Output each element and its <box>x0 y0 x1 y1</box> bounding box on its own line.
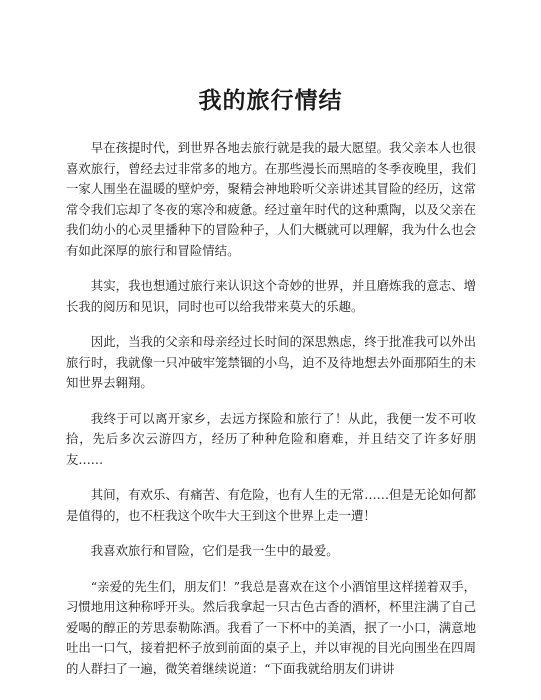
paragraph: 其实，我也想通过旅行来认识这个奇妙的世界，并且磨炼我的意志、增长我的阅历和见识，同时也可以给我带来莫大的乐趣。 <box>66 278 476 314</box>
document-title: 我的旅行情结 <box>198 87 343 114</box>
paragraph: 因此，当我的父亲和母亲经过长时间的深思熟虑，终于批准我可以外出旅行时，我就像一只冲破牢笼禁锢的小鸟，迫不及待地想去外面那陌生的未知世界去翱翔。 <box>66 334 476 390</box>
paragraph: 其间，有欢乐、有痛苦、有危险，也有人生的无常……但是无论如何都是值得的，也不枉我这个吹牛大王到这个世界上走一遭！ <box>66 487 476 523</box>
paragraph: 早在孩提时代，到世界各地去旅行就是我的最大愿望。我父亲本人也很喜欢旅行，曾经去过非常多的地方。在那些漫长而黑暗的冬季夜晚里，我们一家人围坐在温暖的壁炉旁，聚精会神地聆听父亲讲述其冒险的经历，这常常令我们忘却了冬夜的寒冷和疲惫。经过童年时代的这种熏陶，以及父亲在我们幼小的心灵里播种下的冒险种子，人们大概就可以理解，我为什么也会有如此深厚的旅行和冒险情结。 <box>66 140 476 258</box>
paragraph: 我喜欢旅行和冒险，它们是我一生中的最爱。 <box>90 543 339 558</box>
paragraph: 我终于可以离开家乡，去远方探险和旅行了！从此，我便一发不可收拾，先后多次云游四方，经历了种种危险和磨难，并且结交了许多好朋友…… <box>66 410 476 467</box>
document-body <box>66 138 476 694</box>
paragraph: “亲爱的先生们，朋友们！”我总是喜欢在这个小酒馆里这样搓着双手，习惯地用这种称呼开头。然后我拿起一只古色古香的酒杯，杯里注满了自己爱喝的醇正的芳思泰勒陈酒。我看了一下杯中的美酒，抿了一小口，满意地吐出一口气，接着把杯子放到前面的桌子上，并以审视的目光向围坐在四周的人群扫了一遍，微笑着继续说道：“下面我就给朋友们讲讲 <box>66 578 476 676</box>
